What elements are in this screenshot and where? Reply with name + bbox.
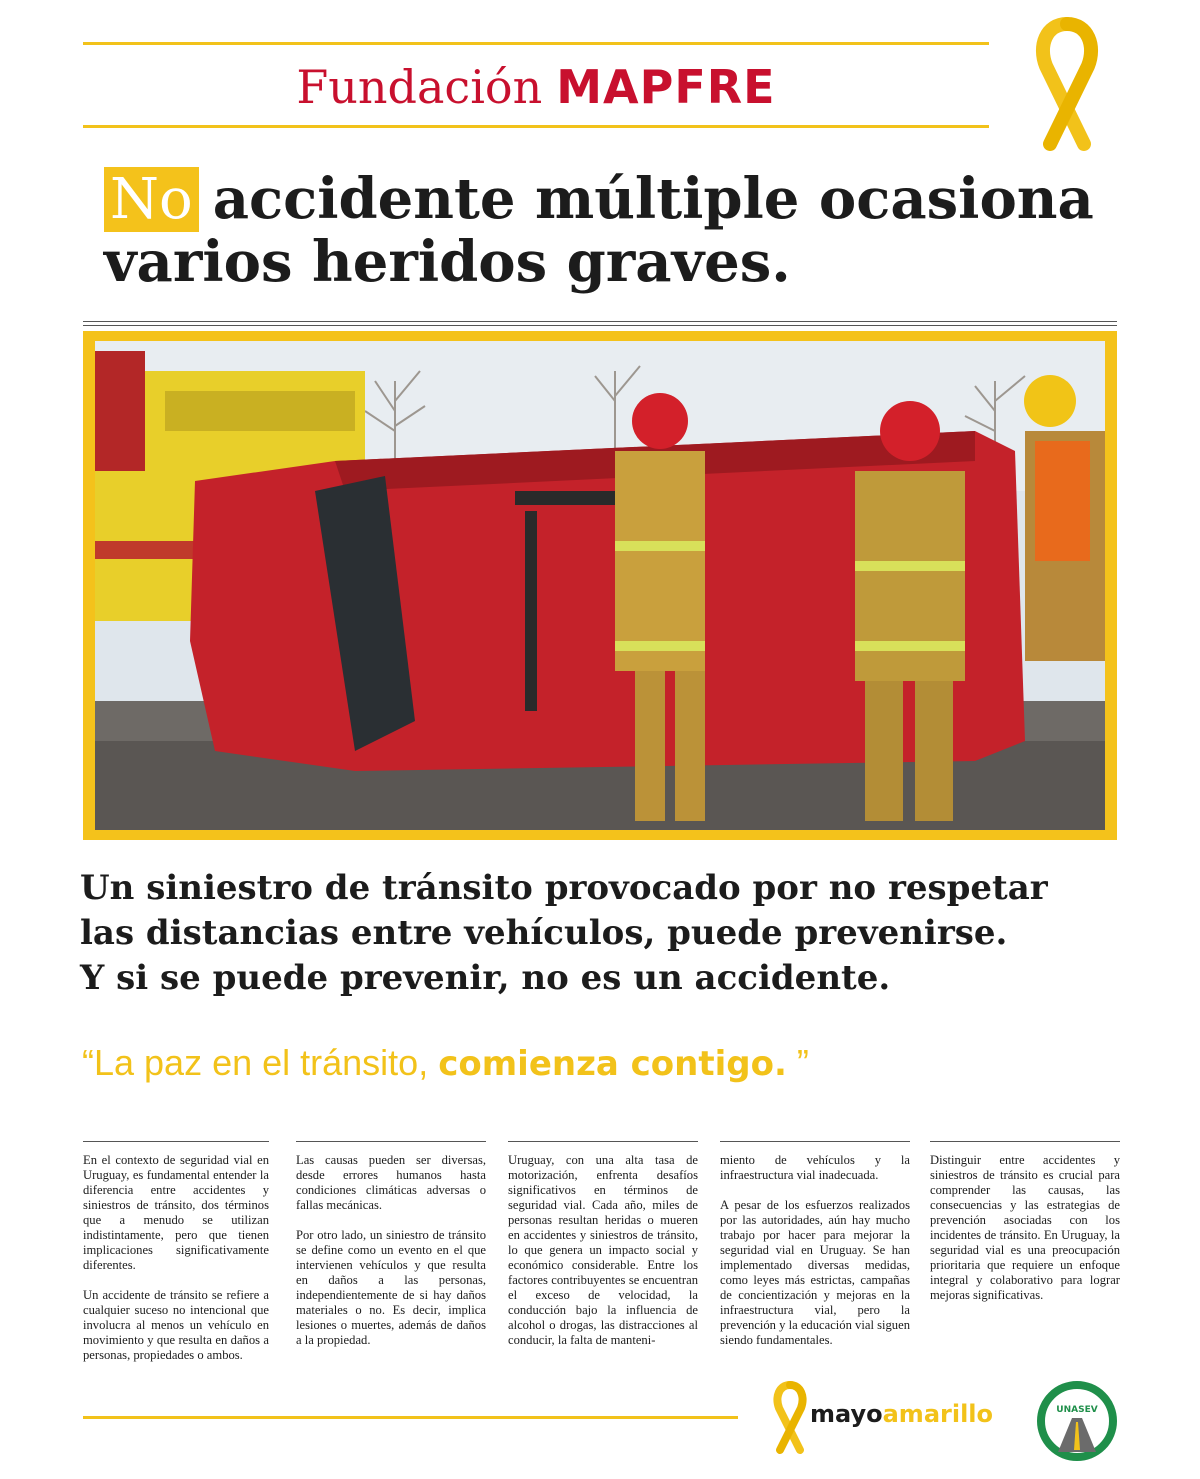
body-column-2 <box>296 1153 486 1363</box>
brand-mark: MAPFRE <box>556 60 776 114</box>
header-top-rule <box>83 42 989 45</box>
campaign-quote <box>82 1042 809 1084</box>
column-rule-1 <box>83 1141 269 1142</box>
paragraph: miento de vehículos y la infraestructura vial inadecuada. <box>720 1153 910 1182</box>
column-rule-5 <box>930 1141 1120 1142</box>
body-column-1 <box>83 1153 269 1378</box>
photo-frame <box>83 331 1117 840</box>
paragraph: Distinguir entre accidentes y siniestros de tránsito es crucial para comprender las causas, las consecuencias y las estrategias de prevención asociadas con los incidentes de tránsito. En Uruguay, la seguridad vial es una preocupación prioritaria que requiere un enfoque integral y colaborativo para lograr mejoras significativas. <box>930 1153 1120 1302</box>
brand-name: Fundación <box>296 60 543 114</box>
paragraph: Un accidente de tránsito se refiere a cualquier suceso no intencional que involucra al menos un vehículo en movimiento y que resulta en daños a personas, propiedades o ambos. <box>83 1288 269 1362</box>
headline-line-2: varios heridos graves. <box>104 229 791 295</box>
body-column-5 <box>930 1153 1120 1318</box>
footer-rule <box>83 1416 738 1419</box>
paragraph: Por otro lado, un siniestro de tránsito se define como un evento en el que intervienen vehículos y que resulta en daños a las personas, independientemente de si hay daños materiales o no. Es decir, implica lesiones o muertes, además de daños a la propiedad. <box>296 1228 486 1347</box>
quote-open: “La paz en el tránsito, <box>82 1042 429 1083</box>
subheadline-line-2: las distancias entre vehículos, puede prevenirse. <box>80 913 1008 953</box>
unasev-label: UNASEV <box>1056 1405 1098 1415</box>
paragraph: En el contexto de seguridad vial en Uruguay, es fundamental entender la diferencia entre accidentes y siniestros de tránsito, dos términos que a menudo se utilizan indistintamente, pero que tienen implicaciones significativamente diferentes. <box>83 1153 269 1272</box>
paragraph: A pesar de los esfuerzos realizados por las autoridades, aún hay mucho trabajo por hacer para mejorar la seguridad vial en Uruguay. Se han implementado diversas medidas, como leyes más estrictas, campañas de concientización y mejoras en la infraestructura vial, pero la prevención y la educación vial siguen siendo fundamentales. <box>720 1198 910 1347</box>
campaign-word-amarillo: amarillo <box>882 1400 994 1428</box>
headline-rule-1 <box>83 321 1117 322</box>
headline-line-1: accidente múltiple ocasiona <box>212 166 1094 232</box>
subheadline <box>80 866 1140 1001</box>
body-column-3 <box>508 1153 698 1363</box>
yellow-ribbon-icon <box>1024 16 1110 152</box>
accident-photo <box>95 341 1105 830</box>
brand-logo <box>83 58 989 116</box>
body-column-4 <box>720 1153 910 1363</box>
column-rule-2 <box>296 1141 486 1142</box>
column-rule-4 <box>720 1141 910 1142</box>
headline-rule-2 <box>83 325 1117 326</box>
header-bottom-rule <box>83 125 989 128</box>
unasev-logo <box>1036 1380 1118 1462</box>
campaign-logo <box>810 1400 993 1428</box>
subheadline-line-3: Y si se puede prevenir, no es un accidente. <box>80 958 891 998</box>
quote-close: ” <box>796 1042 809 1083</box>
quote-bold: comienza contigo. <box>438 1044 787 1084</box>
column-rule-3 <box>508 1141 698 1142</box>
headline <box>104 168 1144 293</box>
paragraph: Uruguay, con una alta tasa de motorización, enfrenta desafíos significativos en términos de seguridad vial. Cada año, miles de personas resultan heridas o mueren en accidentes y siniestros de tránsito, lo que genera un impacto social y económico considerable. Entre los factores contribuyentes se encuentran el exceso de velocidad, la conducción bajo la influencia de alcohol o drogas, las distracciones al conducir, la falta de manteni- <box>508 1153 698 1347</box>
campaign-word-mayo: mayo <box>810 1400 883 1428</box>
yellow-ribbon-icon <box>768 1380 812 1456</box>
headline-highlight: No <box>104 167 199 232</box>
paragraph: Las causas pueden ser diversas, desde errores humanos hasta condiciones climáticas adversas o fallas mecánicas. <box>296 1153 486 1212</box>
subheadline-line-1: Un siniestro de tránsito provocado por no respetar <box>80 868 1048 908</box>
